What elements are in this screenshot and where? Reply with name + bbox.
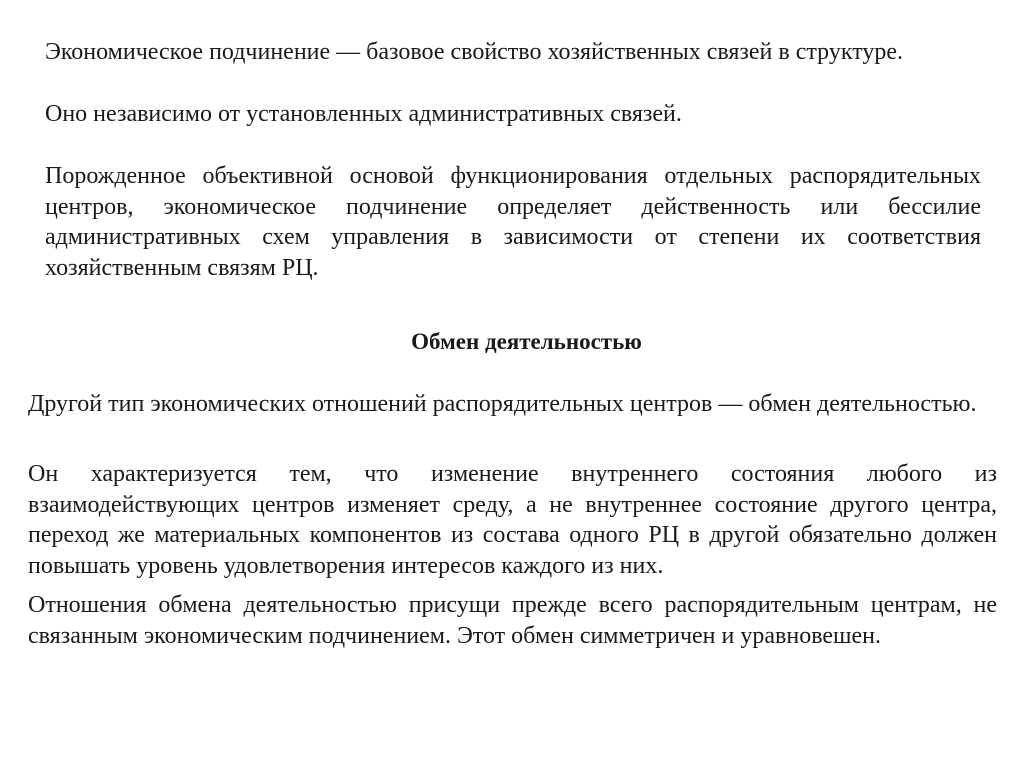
paragraph-exchange-type: Другой тип экономических отношений распорядительных центров — обмен деятельностью. [28, 391, 977, 417]
paragraph-effectiveness: Порожденное объективной основой функционирования отдельных распорядительных центров, экономическое подчинение определяет действенность или бессилие административных схем управления в зависимости от степени их соответствия хозяйственным связям РЦ. [45, 163, 981, 281]
paragraph-economic-subordination: Экономическое подчинение — базовое свойство хозяйственных связей в структуре. [45, 39, 904, 65]
section-heading: Обмен деятельностью [411, 329, 642, 354]
paragraph-exchange-characteristics: Он характеризуется тем, что изменение внутреннего состояния любого из взаимодействующих центров изменяет среду, а не внутреннее состояние другого центра, переход же материальных компонентов из состава одного РЦ в другой обязательно должен повышать уровень удовлетворения интересов каждого из них. [28, 461, 997, 579]
paragraph-independence: Оно независимо от установленных административных связей. [45, 101, 682, 127]
paragraph-exchange-relations: Отношения обмена деятельностью присущи прежде всего распорядительным центрам, не связанным экономическим подчинением. Этот обмен симметричен и уравновешен. [28, 592, 997, 649]
